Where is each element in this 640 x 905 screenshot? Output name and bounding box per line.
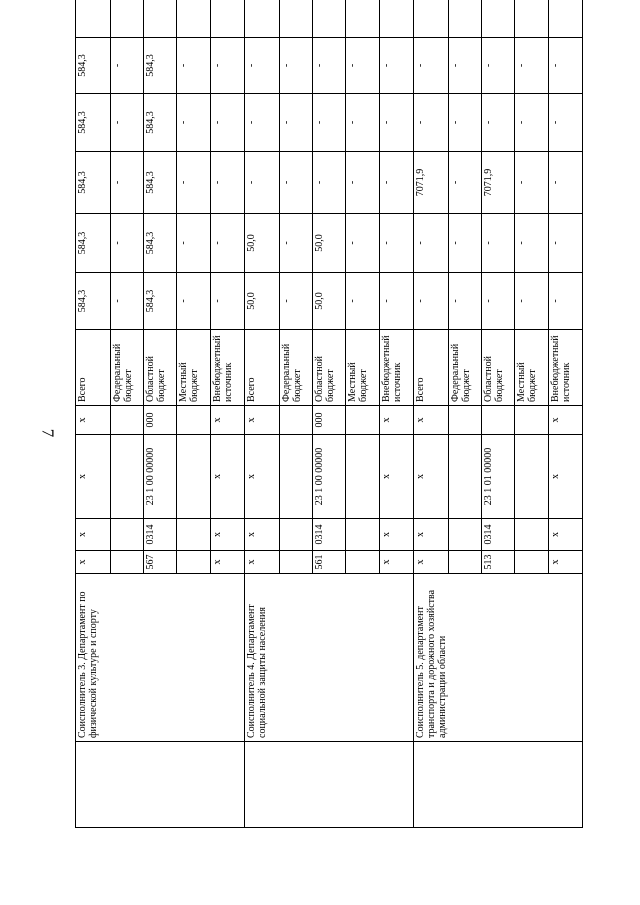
value-cell-y1: -: [211, 273, 245, 330]
value-cell-y3: -: [177, 152, 211, 214]
target-code-cell: 23 1 00 00000: [313, 435, 346, 519]
value-cell-y3: -: [380, 152, 414, 214]
value-cell-y3: 7071,9: [414, 152, 449, 214]
source-cell: Внебюджетный источник: [549, 330, 583, 406]
value-cell-total: [482, 0, 515, 38]
value-cell-y5: -: [346, 38, 380, 94]
value-cell-y3: -: [449, 152, 482, 214]
target-code-cell: [280, 435, 313, 519]
value-cell-y2: 584,3: [76, 214, 111, 273]
source-cell: Внебюджетный источник: [380, 330, 414, 406]
value-cell-total: [111, 0, 144, 38]
value-cell-y1: -: [549, 273, 583, 330]
value-cell-y1: -: [449, 273, 482, 330]
target-code-cell: [515, 435, 549, 519]
value-cell-y4: -: [380, 94, 414, 152]
target-code-cell: х: [549, 435, 583, 519]
source-cell: Федеральный бюджет: [111, 330, 144, 406]
expense-code-cell: [346, 406, 380, 435]
value-cell-total: [515, 0, 549, 38]
table-row: [76, 0, 111, 828]
value-cell-y2: -: [449, 214, 482, 273]
value-cell-y1: -: [515, 273, 549, 330]
value-cell-y3: -: [245, 152, 280, 214]
value-cell-y1: 50,0: [245, 273, 280, 330]
value-cell-y4: 584,3: [76, 94, 111, 152]
value-cell-y4: -: [414, 94, 449, 152]
section-code-cell: х: [76, 519, 111, 551]
section-code-cell: [280, 519, 313, 551]
section-code-cell: 0314: [313, 519, 346, 551]
source-cell: Всего: [245, 330, 280, 406]
blank-cell: [245, 742, 414, 828]
expense-code-cell: 000: [144, 406, 177, 435]
value-cell-y5: -: [380, 38, 414, 94]
ministry-code-cell: х: [380, 551, 414, 574]
ministry-code-cell: х: [245, 551, 280, 574]
value-cell-y5: 584,3: [144, 38, 177, 94]
value-cell-y5: -: [211, 38, 245, 94]
ministry-code-cell: х: [549, 551, 583, 574]
target-code-cell: [346, 435, 380, 519]
value-cell-total: [449, 0, 482, 38]
target-code-cell: [111, 435, 144, 519]
expense-code-cell: х: [549, 406, 583, 435]
ministry-code-cell: [177, 551, 211, 574]
value-cell-y1: -: [482, 273, 515, 330]
value-cell-y1: -: [380, 273, 414, 330]
section-code-cell: х: [211, 519, 245, 551]
source-cell: Областной бюджет: [482, 330, 515, 406]
value-cell-y4: -: [313, 94, 346, 152]
target-code-cell: х: [211, 435, 245, 519]
section-code-cell: х: [414, 519, 449, 551]
expense-code-cell: х: [245, 406, 280, 435]
value-cell-y5: -: [177, 38, 211, 94]
value-cell-y3: -: [515, 152, 549, 214]
blank-cell: [76, 742, 245, 828]
value-cell-total: [380, 0, 414, 38]
target-code-cell: х: [245, 435, 280, 519]
value-cell-y4: -: [111, 94, 144, 152]
executor-cell: Соисполнитель 3. Департамент по физической культуре и спорту: [76, 574, 245, 742]
value-cell-y5: -: [482, 38, 515, 94]
value-cell-y2: 584,3: [144, 214, 177, 273]
value-cell-y1: 584,3: [76, 273, 111, 330]
value-cell-y4: -: [549, 94, 583, 152]
section-code-cell: [346, 519, 380, 551]
section-code-cell: [177, 519, 211, 551]
value-cell-y2: -: [414, 214, 449, 273]
value-cell-total: [144, 0, 177, 38]
value-cell-y2: -: [515, 214, 549, 273]
source-cell: Областной бюджет: [144, 330, 177, 406]
value-cell-y4: -: [211, 94, 245, 152]
source-cell: Местный бюджет: [177, 330, 211, 406]
value-cell-y5: -: [515, 38, 549, 94]
value-cell-y5: -: [111, 38, 144, 94]
blank-cell: [414, 742, 583, 828]
value-cell-y2: -: [549, 214, 583, 273]
expense-code-cell: [177, 406, 211, 435]
value-cell-y2: 50,0: [313, 214, 346, 273]
ministry-code-cell: х: [414, 551, 449, 574]
section-code-cell: 0314: [482, 519, 515, 551]
value-cell-total: [76, 0, 111, 38]
expense-code-cell: [280, 406, 313, 435]
expense-code-cell: х: [211, 406, 245, 435]
executor-cell: Соисполнитель 4. Департамент социальной защиты населения: [245, 574, 414, 742]
rotated-table-wrapper: [75, 31, 590, 828]
section-code-cell: [111, 519, 144, 551]
value-cell-total: [313, 0, 346, 38]
value-cell-y5: -: [245, 38, 280, 94]
value-cell-y2: -: [346, 214, 380, 273]
value-cell-y4: -: [177, 94, 211, 152]
value-cell-y1: 584,3: [144, 273, 177, 330]
value-cell-y4: -: [449, 94, 482, 152]
section-code-cell: х: [245, 519, 280, 551]
value-cell-y3: -: [313, 152, 346, 214]
value-cell-y4: 584,3: [144, 94, 177, 152]
source-cell: Всего: [414, 330, 449, 406]
source-cell: Внебюджетный источник: [211, 330, 245, 406]
value-cell-y5: -: [280, 38, 313, 94]
value-cell-y2: -: [280, 214, 313, 273]
target-code-cell: 23 1 00 00000: [144, 435, 177, 519]
target-code-cell: х: [414, 435, 449, 519]
ministry-code-cell: [111, 551, 144, 574]
section-code-cell: [515, 519, 549, 551]
section-code-cell: х: [380, 519, 414, 551]
ministry-code-cell: [280, 551, 313, 574]
ministry-code-cell: 561: [313, 551, 346, 574]
value-cell-y4: -: [482, 94, 515, 152]
value-cell-total: [346, 0, 380, 38]
value-cell-y4: -: [515, 94, 549, 152]
value-cell-y1: -: [414, 273, 449, 330]
section-code-cell: [449, 519, 482, 551]
value-cell-y2: -: [111, 214, 144, 273]
value-cell-y3: -: [111, 152, 144, 214]
value-cell-total: [280, 0, 313, 38]
expense-code-cell: [111, 406, 144, 435]
section-code-cell: 0314: [144, 519, 177, 551]
source-cell: Местный бюджет: [346, 330, 380, 406]
value-cell-y3: 7071,9: [482, 152, 515, 214]
ministry-code-cell: 567: [144, 551, 177, 574]
target-code-cell: х: [76, 435, 111, 519]
source-cell: Местный бюджет: [515, 330, 549, 406]
value-cell-y1: -: [111, 273, 144, 330]
value-cell-y3: -: [211, 152, 245, 214]
value-cell-y2: -: [380, 214, 414, 273]
value-cell-y2: -: [211, 214, 245, 273]
source-cell: Всего: [76, 330, 111, 406]
value-cell-total: [211, 0, 245, 38]
expense-code-cell: [482, 406, 515, 435]
source-cell: Федеральный бюджет: [280, 330, 313, 406]
value-cell-y5: -: [414, 38, 449, 94]
value-cell-y2: -: [482, 214, 515, 273]
value-cell-y3: 584,3: [76, 152, 111, 214]
value-cell-y1: -: [346, 273, 380, 330]
table-row: [414, 0, 449, 828]
ministry-code-cell: [346, 551, 380, 574]
table-row: [245, 0, 280, 828]
value-cell-y3: -: [346, 152, 380, 214]
value-cell-total: [177, 0, 211, 38]
ministry-code-cell: х: [211, 551, 245, 574]
executor-cell: Соисполнитель 5. департамент транспорта и дорожного хозяйства администрации области: [414, 574, 583, 742]
expense-code-cell: х: [76, 406, 111, 435]
value-cell-y4: -: [245, 94, 280, 152]
expense-code-cell: [515, 406, 549, 435]
value-cell-y2: 50,0: [245, 214, 280, 273]
value-cell-y5: 584,3: [76, 38, 111, 94]
value-cell-y1: -: [280, 273, 313, 330]
section-code-cell: х: [549, 519, 583, 551]
value-cell-y5: -: [549, 38, 583, 94]
value-cell-total: [245, 0, 280, 38]
target-code-cell: [177, 435, 211, 519]
value-cell-y3: -: [549, 152, 583, 214]
value-cell-y1: 50,0: [313, 273, 346, 330]
source-cell: Областной бюджет: [313, 330, 346, 406]
page-number: 7: [38, 428, 58, 438]
expense-code-cell: [449, 406, 482, 435]
budget-table: [75, 0, 583, 828]
expense-code-cell: х: [380, 406, 414, 435]
value-cell-y5: -: [313, 38, 346, 94]
ministry-code-cell: х: [76, 551, 111, 574]
source-cell: Федеральный бюджет: [449, 330, 482, 406]
value-cell-y2: -: [177, 214, 211, 273]
target-code-cell: 23 1 01 00000: [482, 435, 515, 519]
target-code-cell: [449, 435, 482, 519]
value-cell-y5: -: [449, 38, 482, 94]
ministry-code-cell: [515, 551, 549, 574]
ministry-code-cell: [449, 551, 482, 574]
target-code-cell: х: [380, 435, 414, 519]
value-cell-y3: 584,3: [144, 152, 177, 214]
value-cell-total: [414, 0, 449, 38]
value-cell-y4: -: [280, 94, 313, 152]
value-cell-total: [549, 0, 583, 38]
value-cell-y1: -: [177, 273, 211, 330]
value-cell-y4: -: [346, 94, 380, 152]
ministry-code-cell: 513: [482, 551, 515, 574]
expense-code-cell: 000: [313, 406, 346, 435]
expense-code-cell: х: [414, 406, 449, 435]
value-cell-y3: -: [280, 152, 313, 214]
